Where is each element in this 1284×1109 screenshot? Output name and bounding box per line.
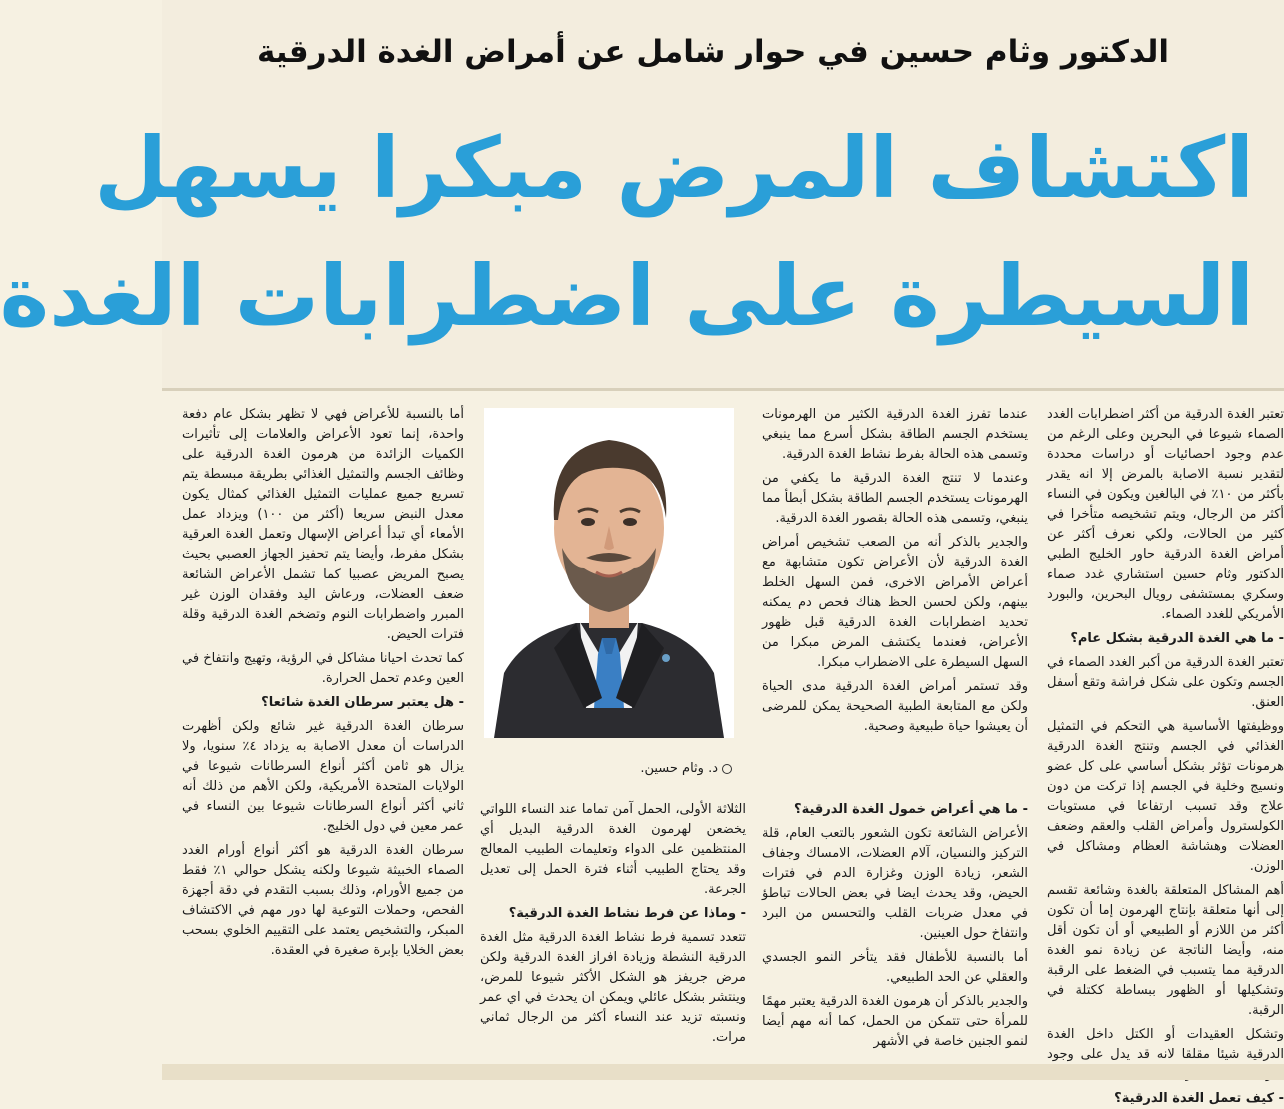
main-headline-line1: اكتشاف المرض مبكرا يسهل xyxy=(94,119,1254,217)
article-column-1 xyxy=(1047,405,1284,1106)
header-divider xyxy=(162,388,1284,391)
body-paragraph: الثلاثة الأولى، الحمل آمن تماما عند النساء اللواتي يخضعن لهرمون الغدة الدرقية البديل أي المنتظمين على الدواء وتعليمات الطبيب المعالج وقد يحتاج الطبيب أثناء فترة الحمل إلى تعديل الجرعة. xyxy=(480,802,746,897)
question-heading: - وماذا عن فرط نشاط الغدة الدرقية؟ xyxy=(508,906,746,921)
doctor-photo xyxy=(484,408,734,738)
question-heading: - ما هي أعراض خمول الغدة الدرقية؟ xyxy=(794,802,1028,817)
body-paragraph: والجدير بالذكر أن هرمون الغدة الدرقية يعتبر مهمًا للمرأة حتى تتمكن من الحمل، كما أنه مهم أيضا لنمو الجنين خاصة في الأشهر xyxy=(762,994,1028,1049)
page-footer-band xyxy=(162,1064,1284,1080)
question-heading: - ما هي الغدة الدرقية بشكل عام؟ xyxy=(1070,631,1284,646)
body-paragraph: والجدير بالذكر أنه من الصعب تشخيص أمراض الغدة الدرقية لأن الأعراض تكون متشابهة مع أعراض الأمراض الاخرى، فمن السهل الخلط بينهم، ولكن لحسن الحظ هناك فحص دم يمكنه تحديد اضطرابات الغدة الدرقية قبل ظهور الأعراض، فعندما يكتشف المرض مبكرا من السهل السيطرة على الاضطراب مبكرا. xyxy=(762,535,1028,670)
body-paragraph: عندما تفرز الغدة الدرقية الكثير من الهرمونات يستخدم الجسم الطاقة بشكل أسرع مما ينبغي وتسمى هذه الحالة بفرط نشاط الغدة الدرقية. xyxy=(762,407,1028,462)
question-heading: - كيف تعمل الغدة الدرقية؟ xyxy=(1114,1091,1284,1106)
article-column-2 xyxy=(762,405,1028,790)
answer-paragraph: تعتبر الغدة الدرقية من أكبر الغدد الصماء في الجسم وتكون على شكل فراشة وتقع أسفل العنق. xyxy=(1047,655,1284,710)
article-header xyxy=(0,0,1284,388)
body-paragraph: وقد تستمر أمراض الغدة الدرقية مدى الحياة ولكن مع المتابعة الطبية الصحيحة يمكن للمرضى أن يعيشوا حياة طبيعية وصحية. xyxy=(762,679,1028,734)
answer-paragraph: وتشكل العقيدات أو الكتل داخل الغدة الدرقية شيئا مقلقا لانه قد يدل على وجود xyxy=(1047,1027,1284,1062)
answer-paragraph: أهم المشاكل المتعلقة بالغدة وشائعة تقسم إلى أنها متعلقة بإنتاج الهرمون إما أن تكون أكثر من اللازم أو الطبيعي أو أن تكون أقل منه، وأيضا الناتجة عن زيادة نمو الغدة الدرقية مما يتسبب في الضغط على الرقبة وتشكيلها أو الظهور ببساطة ككتلة في الرقبة. xyxy=(1047,883,1284,1018)
question-heading: - هل يعتبر سرطان الغدة شائعا؟ xyxy=(261,695,464,710)
intro-paragraph: تعتبر الغدة الدرقية من أكثر اضطرابات الغدد الصماء شيوعا في البحرين وعلى الرغم من عدم وجود احصائيات أو دراسات محددة لتقدير نسبة الاصابة بالمرض إلا انه يقدر بأكثر من ١٠٪ في البالغين ويكون في النساء أكثر من الرجال، ويتم تشخيصه متأخرا في كثير من الحالات، ولكي نعرف أكثر عن أمراض الغدة الدرقية حاور الخليج الطبي الدكتور وثام حسين استشاري غدد صماء وسكري بمستشفى رويال البحرين، والبورد الأمريكي للغدد الصماء. xyxy=(1047,407,1284,622)
main-headline-line2: السيطرة على اضطرابات الغدة xyxy=(0,247,1254,345)
body-paragraph: سرطان الغدة الدرقية غير شائع ولكن أظهرت الدراسات أن معدل الاصابة به يزداد ٤٪ سنويا، ولا يزال هو ثامن أكثر أنواع السرطانات شيوعا في الولايات المتحدة الأمريكية، ولكن الأهم من ذلك أنه ثاني أكثر أنواع السرطانات شيوعا بين النساء في عمر معين في دول الخليج. xyxy=(182,719,464,834)
body-paragraph: أما بالنسبة للأطفال فقد يتأخر النمو الجسدي والعقلي عن الحد الطبيعي. xyxy=(762,950,1028,985)
portrait-illustration xyxy=(484,408,734,738)
photo-caption: د. وثام حسين. xyxy=(484,758,732,780)
body-paragraph: أما بالنسبة للأعراض فهي لا تظهر بشكل عام دفعة واحدة، إنما تعود الأعراض والعلامات إلى تأثيرات الكميات الزائدة من هرمون الغدة الدرقية على وظائف الجسم والتمثيل الغذائي بطريقة مبسطة يتم تسريع جميع عمليات التمثيل الغذائي كمثال يكون معدل النبض سريعا (أكثر من ١٠٠) ويزداد عمل الأمعاء أي تبدأ أعراض الإسهال وتعمل الغدة العرقية بشكل مفرط، وأيضا يتم تحفيز الجهاز العصبي بحيث يصبح المريض عصبيا كما تشمل الأعراض الشائعة ضعف العضلات، ورعاش اليد وفقدان الوزن غير المبرر واضطرابات النوم وتضخم الغدة الدرقية وقلة فترات الحيض. xyxy=(182,407,464,642)
article-column-3 xyxy=(480,800,746,1050)
answer-paragraph: ووظيفتها الأساسية هي التحكم في التمثيل الغذائي في الجسم وتنتج الغدة الدرقية هرمونات تؤثر بشكل أساسي على كل عضو ونسيج وخلية في الجسم إذا تركت من دون علاج وقد تسبب ارتفاعا في مستويات الكولسترول وأمراض القلب والعقم وضعف العضلات وهشاشة العظام ومشاكل في الوزن. xyxy=(1047,719,1284,874)
article-column-4 xyxy=(182,405,464,1045)
body-paragraph: تتعدد تسمية فرط نشاط الغدة الدرقية مثل الغدة الدرقية النشطة وزيادة افراز الغدة الدرقية ولكن مرض جريفز هو الشكل الأكثر شيوعا للمرض، وينتشر بشكل عائلي ويمكن ان يحدث في اي عمر ونسبته تزيد عند النساء أكثر من الرجال ثماني مرات. xyxy=(480,930,746,1045)
body-paragraph: كما تحدث احيانا مشاكل في الرؤية، وتهيج وانتفاخ في العين وعدم تحمل الحرارة. xyxy=(182,651,464,686)
kicker-headline: الدكتور وثام حسين في حوار شامل عن أمراض الغدة الدرقية xyxy=(256,34,1170,70)
body-paragraph: سرطان الغدة الدرقية هو أكثر أنواع أورام الغدد الصماء الخبيثة شيوعا ولكنه يشكل حوالي ١٪ فقط من جميع الأورام، وذلك بسبب التقدم في دقة أجهزة الفحص، وحملات التوعية لها دور مهم في الاكتشاف المبكر، والتشخيص يعتمد على التقييم الخلوي بسحب بعض الخلايا بإبرة صغيرة في العقدة. xyxy=(182,843,464,958)
body-paragraph: وعندما لا تنتج الغدة الدرقية ما يكفي من الهرمونات يستخدم الجسم الطاقة بشكل أبطأ مما ينبغي، وتسمى هذه الحالة بقصور الغدة الدرقية. xyxy=(762,471,1028,526)
caption-bullet-icon xyxy=(722,764,732,774)
body-paragraph: الأعراض الشائعة تكون الشعور بالتعب العام، قلة التركيز والنسيان، آلام العضلات، الامساك وجفاف الشعر، زيادة الوزن وغزارة الدم في فترات الحيض، وقد يحدث ايضا في بعض الحالات تباطؤ في معدل ضربات القلب والتحسس من البرد وانتفاخ حول العينين. xyxy=(762,826,1028,941)
article-column-2-lower xyxy=(762,800,1028,1050)
